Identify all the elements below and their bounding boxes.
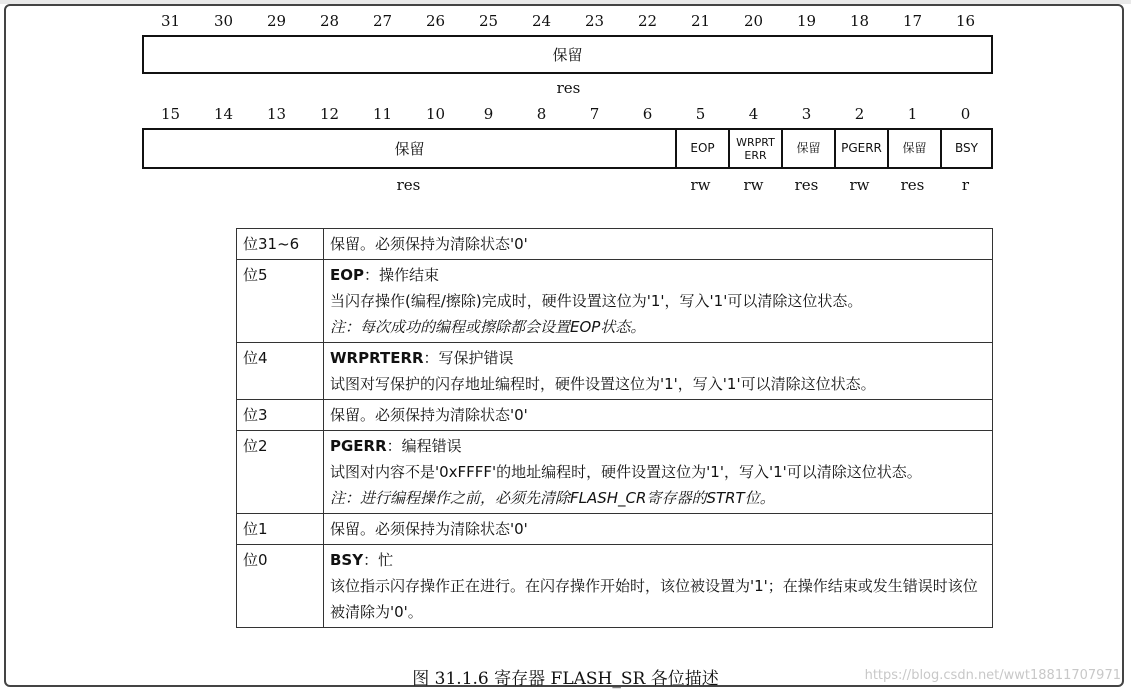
bit-number: 22 — [637, 12, 658, 30]
bit-number: 24 — [531, 12, 552, 30]
field-label: BSY — [955, 141, 978, 155]
description-text: 试图对内容不是'0xFFFF'的地址编程时，硬件设置这位为'1'，写入'1'可以清除这位状态。 — [330, 463, 922, 481]
bit-number: 8 — [536, 105, 547, 123]
low-reserved-field — [144, 130, 675, 167]
bit-number: 16 — [955, 12, 976, 30]
bit-cell: 位3 — [237, 400, 324, 431]
field-label: 保留 — [394, 140, 425, 158]
bit-number: 21 — [690, 12, 711, 30]
note-text: 注：每次成功的编程或擦除都会设置EOP状态。 — [330, 318, 646, 336]
field-title: ：操作结束 — [364, 266, 440, 284]
bit-number: 10 — [425, 105, 446, 123]
access-label: res — [556, 79, 581, 97]
access-label: rw — [690, 176, 711, 194]
description-text: 该位指示闪存操作正在进行。在闪存操作开始时，该位被设置为'1'；在操作结束或发生错误时该位被清除为'0'。 — [330, 577, 978, 621]
bit-number: 9 — [483, 105, 494, 123]
bit-number: 28 — [319, 12, 340, 30]
bit-cell: 位1 — [237, 514, 324, 545]
table-row — [237, 229, 993, 260]
field-label: EOP — [690, 141, 715, 155]
field-label: 保留 — [796, 141, 821, 155]
bit-number: 11 — [372, 105, 393, 123]
reserved-bit1-field — [887, 130, 940, 167]
access-label: res — [794, 176, 819, 194]
bit-cell: 位2 — [237, 431, 324, 514]
description-cell — [324, 545, 993, 628]
bit-number: 4 — [748, 105, 759, 123]
description-text: 保留。必须保持为清除状态'0' — [330, 520, 528, 538]
pgerr-field — [834, 130, 887, 167]
eop-field — [675, 130, 728, 167]
field-label-line1: WRPRT — [736, 135, 775, 149]
description-cell — [324, 260, 993, 343]
bit-number: 0 — [960, 105, 971, 123]
reserved-bit3-field — [781, 130, 834, 167]
wrprterr-field — [728, 130, 781, 167]
bit-number: 26 — [425, 12, 446, 30]
bit-number: 5 — [695, 105, 706, 123]
field-label: 保留 — [902, 141, 927, 155]
field-name: PGERR — [330, 437, 387, 455]
field-name: EOP — [330, 266, 364, 284]
description-cell — [324, 343, 993, 400]
bsy-field — [940, 130, 991, 167]
description-text: 保留。必须保持为清除状态'0' — [330, 235, 528, 253]
bit-number: 27 — [372, 12, 393, 30]
bit-number: 2 — [854, 105, 865, 123]
table-row — [237, 514, 993, 545]
bit-number: 23 — [584, 12, 605, 30]
bit-number: 1 — [907, 105, 918, 123]
field-name: WRPRTERR — [330, 349, 424, 367]
description-cell — [324, 514, 993, 545]
bit-number: 31 — [160, 12, 181, 30]
bit-number: 18 — [849, 12, 870, 30]
low-register-fields — [142, 128, 993, 169]
bit-number: 20 — [743, 12, 764, 30]
access-label: rw — [743, 176, 764, 194]
access-label: r — [961, 176, 970, 194]
description-cell — [324, 229, 993, 260]
access-label: res — [900, 176, 925, 194]
field-name: BSY — [330, 551, 364, 569]
field-title: ：忙 — [363, 551, 394, 569]
note-text: 注：进行编程操作之前，必须先清除FLASH_CR寄存器的STRT位。 — [330, 489, 775, 507]
bit-number: 17 — [902, 12, 923, 30]
bit-number: 30 — [213, 12, 234, 30]
field-title: ：写保护错误 — [423, 349, 514, 367]
bit-number: 12 — [319, 105, 340, 123]
field-label: PGERR — [841, 141, 882, 155]
high-reserved-field — [142, 35, 993, 74]
bit-number: 6 — [642, 105, 653, 123]
bit-number: 25 — [478, 12, 499, 30]
bit-cell: 位0 — [237, 545, 324, 628]
description-text: 当闪存操作(编程/擦除)完成时，硬件设置这位为'1'，写入'1'可以清除这位状态。 — [330, 292, 863, 310]
bit-number: 14 — [213, 105, 234, 123]
table-row — [237, 545, 993, 628]
bit-number: 29 — [266, 12, 287, 30]
table-row — [237, 343, 993, 400]
bit-cell: 位5 — [237, 260, 324, 343]
field-title: ：编程错误 — [386, 437, 462, 455]
figure-caption: 图 31.1.6 寄存器 FLASH_SR 各位描述 — [412, 669, 719, 689]
description-cell — [324, 400, 993, 431]
bit-number: 13 — [266, 105, 287, 123]
access-label: res — [396, 176, 421, 194]
bit-number: 3 — [801, 105, 812, 123]
watermark: https://blog.csdn.net/wwt18811707971 — [864, 668, 1121, 683]
bit-number: 19 — [796, 12, 817, 30]
access-label: rw — [849, 176, 870, 194]
description-cell — [324, 431, 993, 514]
bit-description-table — [236, 228, 993, 628]
bit-number: 15 — [160, 105, 181, 123]
table-row — [237, 260, 993, 343]
description-text: 试图对写保护的闪存地址编程时，硬件设置这位为'1'，写入'1'可以清除这位状态。 — [330, 375, 876, 393]
bit-cell: 位31~6 — [237, 229, 324, 260]
field-label: 保留 — [552, 46, 583, 64]
description-text: 保留。必须保持为清除状态'0' — [330, 406, 528, 424]
bit-cell: 位4 — [237, 343, 324, 400]
bit-number: 7 — [589, 105, 600, 123]
table-row — [237, 431, 993, 514]
table-row — [237, 400, 993, 431]
field-label-line2: ERR — [744, 148, 767, 162]
